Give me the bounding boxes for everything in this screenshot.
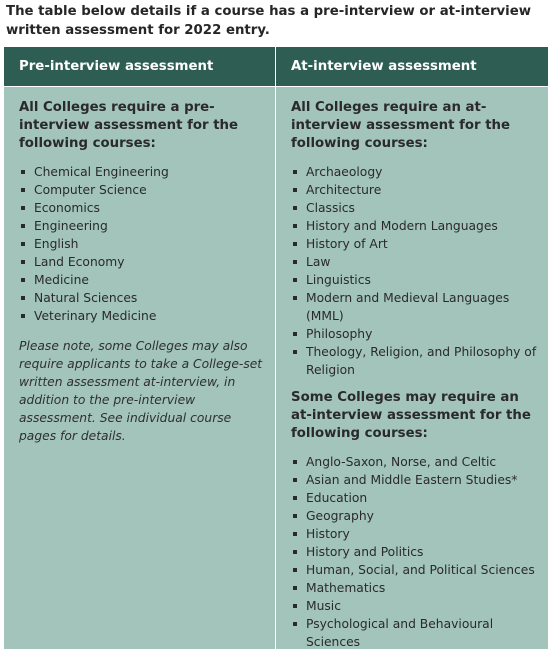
bullet-icon <box>293 514 297 518</box>
bullet-icon <box>21 224 25 228</box>
bullet-icon <box>293 550 297 554</box>
course-name: English <box>34 237 79 251</box>
pre-interview-column <box>4 47 276 649</box>
at-interview-column <box>276 47 548 649</box>
pre-interview-header: Pre-interview assessment <box>4 47 275 87</box>
bullet-icon <box>293 170 297 174</box>
course-name: Modern and Medieval Languages (MML) <box>306 291 510 323</box>
course-item <box>291 343 540 379</box>
course-name: History <box>306 527 350 541</box>
pre-interview-note: Please note, some Colleges may also require applicants to take a College-set written assessment at-interview, in addition to the pre-interview assessment. See individual course pages for details. <box>19 339 263 443</box>
course-item <box>291 543 540 561</box>
course-item <box>291 561 540 579</box>
course-item <box>291 525 540 543</box>
course-item <box>291 271 540 289</box>
course-item <box>291 489 540 507</box>
course-name: History of Art <box>306 237 388 251</box>
course-item <box>291 181 540 199</box>
course-item <box>19 217 267 235</box>
course-item <box>19 253 267 271</box>
course-item <box>19 271 267 289</box>
bullet-icon <box>293 242 297 246</box>
bullet-icon <box>293 188 297 192</box>
course-item <box>19 235 267 253</box>
course-item <box>291 471 540 489</box>
bullet-icon <box>293 460 297 464</box>
pre-interview-course-list <box>19 163 267 325</box>
course-name: Asian and Middle Eastern Studies* <box>306 473 518 487</box>
bullet-icon <box>293 604 297 608</box>
bullet-icon <box>293 496 297 500</box>
course-name: Law <box>306 255 331 269</box>
course-name: Human, Social, and Political Sciences <box>306 563 535 577</box>
intro-text: The table below details if a course has a pre-interview or at-interview written assessment for 2022 entry. <box>6 4 532 38</box>
bullet-icon <box>21 188 25 192</box>
bullet-icon <box>21 170 25 174</box>
bullet-icon <box>21 278 25 282</box>
bullet-icon <box>293 278 297 282</box>
bullet-icon <box>293 206 297 210</box>
course-item <box>291 163 540 181</box>
course-item <box>291 235 540 253</box>
course-item <box>291 289 540 325</box>
course-item <box>19 289 267 307</box>
course-item <box>291 579 540 597</box>
bullet-icon <box>293 532 297 536</box>
at-interview-optional-lead: Some Colleges may require an at-interview assessment for the following courses: <box>291 390 531 441</box>
course-item <box>291 217 540 235</box>
course-item <box>291 507 540 525</box>
course-name: Mathematics <box>306 581 386 595</box>
course-item <box>291 325 540 343</box>
at-interview-header: At-interview assessment <box>276 47 548 87</box>
course-name: Linguistics <box>306 273 371 287</box>
course-name: Engineering <box>34 219 108 233</box>
course-item <box>291 199 540 217</box>
course-name: Natural Sciences <box>34 291 138 305</box>
course-name: Music <box>306 599 341 613</box>
course-name: Classics <box>306 201 355 215</box>
at-interview-course-list <box>291 163 540 379</box>
course-name: Theology, Religion, and Philosophy of Religion <box>306 345 537 377</box>
bullet-icon <box>293 478 297 482</box>
course-name: Architecture <box>306 183 382 197</box>
course-item <box>19 181 267 199</box>
bullet-icon <box>293 586 297 590</box>
bullet-icon <box>293 332 297 336</box>
course-item <box>19 307 267 325</box>
course-item <box>19 199 267 217</box>
bullet-icon <box>21 296 25 300</box>
bullet-icon <box>293 350 297 354</box>
course-name: Education <box>306 491 368 505</box>
course-item <box>291 253 540 271</box>
course-name: History and Politics <box>306 545 424 559</box>
course-item <box>291 615 540 649</box>
course-name: Economics <box>34 201 100 215</box>
course-name: Philosophy <box>306 327 373 341</box>
assessment-table <box>4 47 548 649</box>
course-name: Psychological and Behavioural Sciences <box>306 617 494 649</box>
course-name: Archaeology <box>306 165 383 179</box>
course-name: Medicine <box>34 273 89 287</box>
at-interview-optional-course-list <box>291 453 540 649</box>
bullet-icon <box>21 242 25 246</box>
bullet-icon <box>21 314 25 318</box>
bullet-icon <box>21 260 25 264</box>
course-name: Chemical Engineering <box>34 165 169 179</box>
course-name: Computer Science <box>34 183 147 197</box>
bullet-icon <box>293 224 297 228</box>
course-name: Anglo-Saxon, Norse, and Celtic <box>306 455 497 469</box>
course-name: Geography <box>306 509 374 523</box>
pre-interview-lead: All Colleges require a pre-interview assessment for the following courses: <box>19 100 239 151</box>
bullet-icon <box>293 622 297 626</box>
bullet-icon <box>293 296 297 300</box>
course-item <box>291 597 540 615</box>
course-item <box>19 163 267 181</box>
at-interview-lead: All Colleges require an at-interview assessment for the following courses: <box>291 100 511 151</box>
bullet-icon <box>21 206 25 210</box>
course-name: Land Economy <box>34 255 125 269</box>
bullet-icon <box>293 260 297 264</box>
course-name: Veterinary Medicine <box>34 309 157 323</box>
bullet-icon <box>293 568 297 572</box>
course-item <box>291 453 540 471</box>
course-name: History and Modern Languages <box>306 219 498 233</box>
